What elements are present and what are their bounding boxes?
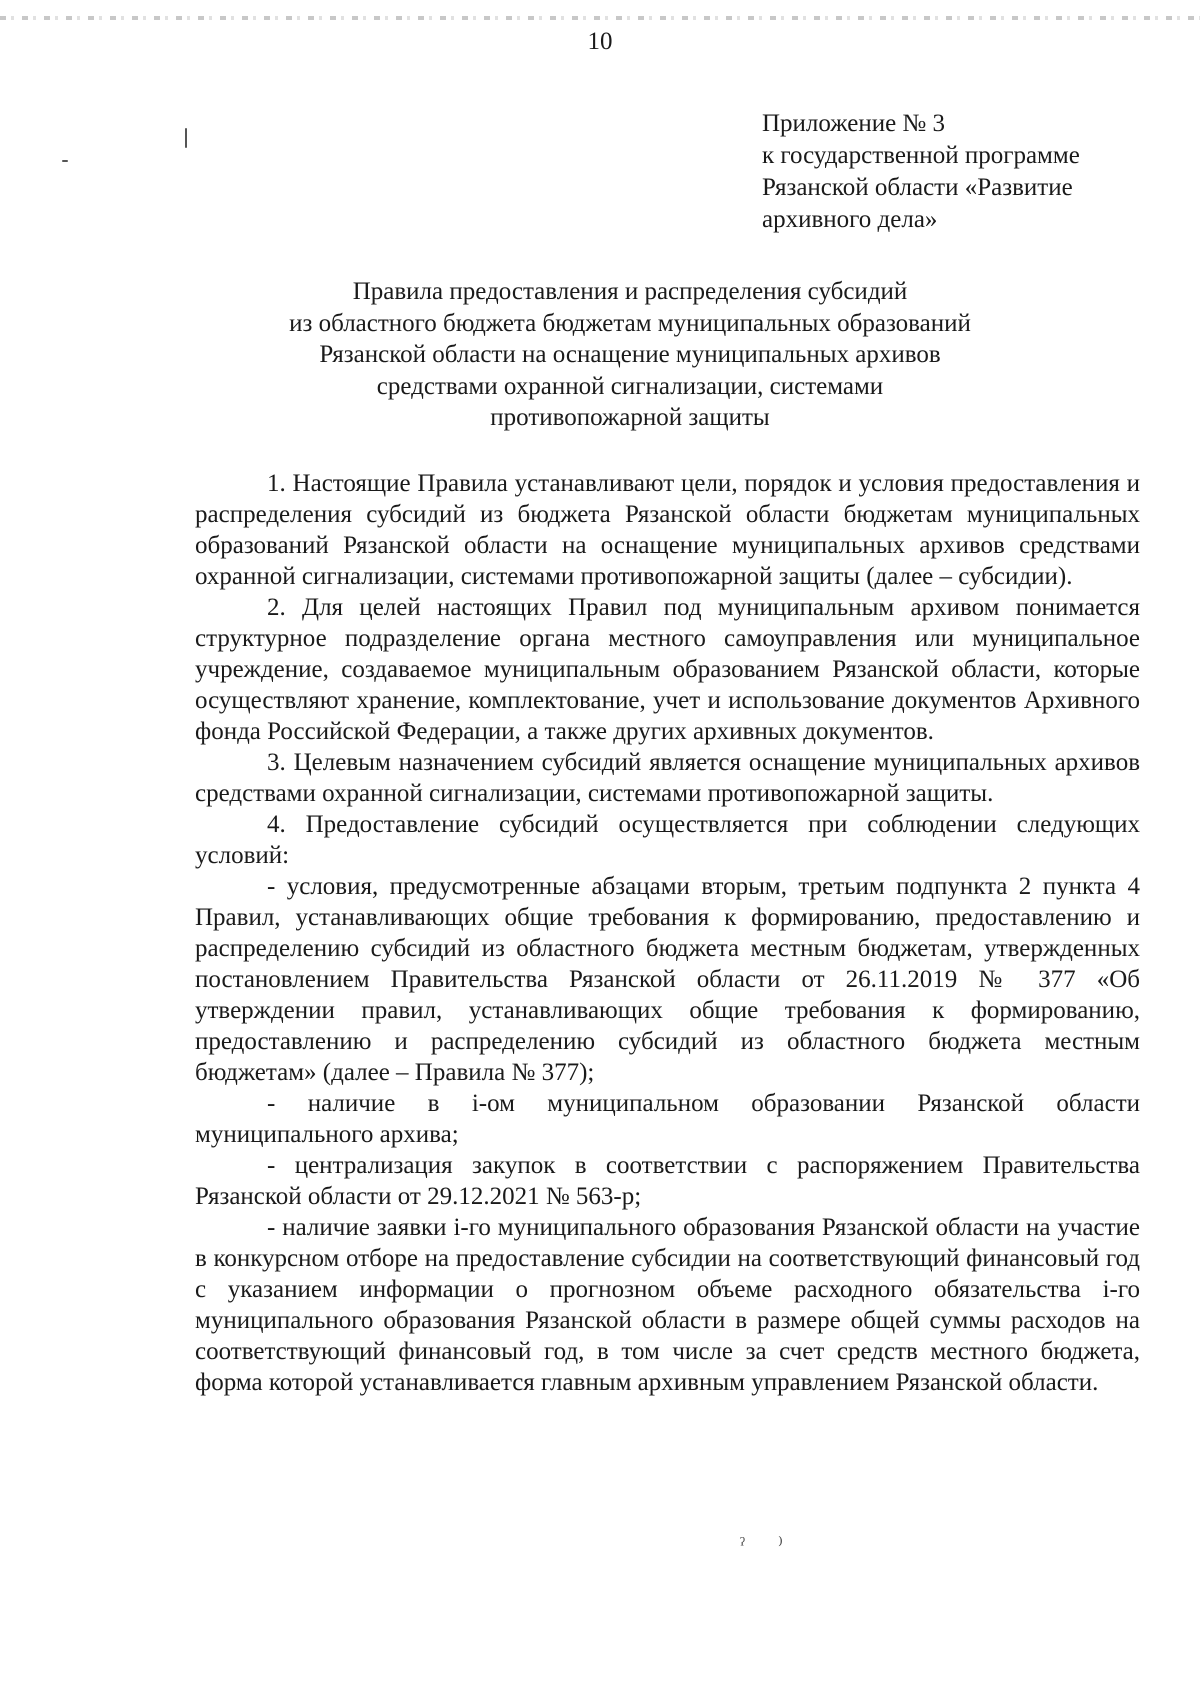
document-body bbox=[195, 468, 1140, 1398]
condition-item: - условия, предусмотренные абзацами вторым, третьим подпункта 2 пункта 4 Правил, устанавливающих общие требования к формированию, предоставлению и распределению субсидий из областного бюджета местным бюджетам, утвержденных постановлением Правительства Рязанской области от 26.11.2019 № 377 «Об утверждении правил, устанавливающих общие требования к формированию, предоставлению и распределению субсидий из областного бюджета местным бюджетам» (далее – Правила № 377); bbox=[195, 873, 1140, 1086]
paragraph-2: 2. Для целей настоящих Правил под муниципальным архивом понимается структурное подразделение органа местного самоуправления или муниципальное учреждение, создаваемое муниципальным образованием Рязанской области, которые осуществляют хранение, комплектование, учет и использование документов Архивного фонда Российской Федерации, а также других архивных документов. bbox=[195, 594, 1140, 745]
condition-item: - наличие заявки i-го муниципального образования Рязанской области на участие в конкурсном отборе на предоставление субсидии на соответствующий финансовый год с указанием информации о прогнозном объеме расходного обязательства i-го муниципального образования Рязанской области в размере общей суммы расходов на соответствующий финансовый год, в том числе за счет средств местного бюджета, форма которой устанавливается главным архивным управлением Рязанской области. bbox=[195, 1214, 1140, 1396]
title-line: средствами охранной сигнализации, системами bbox=[376, 372, 884, 400]
document-title bbox=[180, 276, 1080, 434]
page-number: 10 bbox=[587, 28, 613, 55]
paragraph-1: 1. Настоящие Правила устанавливают цели, порядок и условия предоставления и распределения субсидий из бюджета Рязанской области бюджетам муниципальных образований Рязанской области на оснащение муниципальных архивов средствами охранной сигнализации, системами противопожарной защиты (далее – субсидии). bbox=[195, 470, 1140, 590]
appendix-line: архивного дела» bbox=[762, 206, 938, 233]
appendix-line: к государственной программе bbox=[762, 142, 1080, 169]
scan-speck bbox=[185, 128, 187, 148]
scan-artifact-line bbox=[0, 16, 1200, 20]
title-line: из областного бюджета бюджетам муниципальных образований bbox=[289, 309, 971, 337]
appendix-block bbox=[762, 108, 1182, 236]
footer-marks: ˀ ⁾ bbox=[740, 1534, 797, 1556]
condition-item: - централизация закупок в соответствии с распоряжением Правительства Рязанской области от 29.12.2021 № 563-р; bbox=[195, 1152, 1140, 1210]
title-line: противопожарной защиты bbox=[490, 404, 770, 431]
paragraph-3: 3. Целевым назначением субсидий является оснащение муниципальных архивов средствами охранной сигнализации, системами противопожарной защиты. bbox=[195, 749, 1140, 807]
scan-speck bbox=[62, 160, 68, 162]
appendix-line: Приложение № 3 bbox=[762, 110, 946, 137]
paragraph-4: 4. Предоставление субсидий осуществляется при соблюдении следующих условий: bbox=[195, 811, 1140, 869]
title-line: Рязанской области на оснащение муниципальных архивов bbox=[319, 341, 941, 368]
appendix-line: Рязанской области «Развитие bbox=[762, 174, 1073, 201]
condition-item: - наличие в i-ом муниципальном образовании Рязанской области муниципального архива; bbox=[195, 1090, 1140, 1148]
title-line: Правила предоставления и распределения субсидий bbox=[352, 278, 908, 305]
